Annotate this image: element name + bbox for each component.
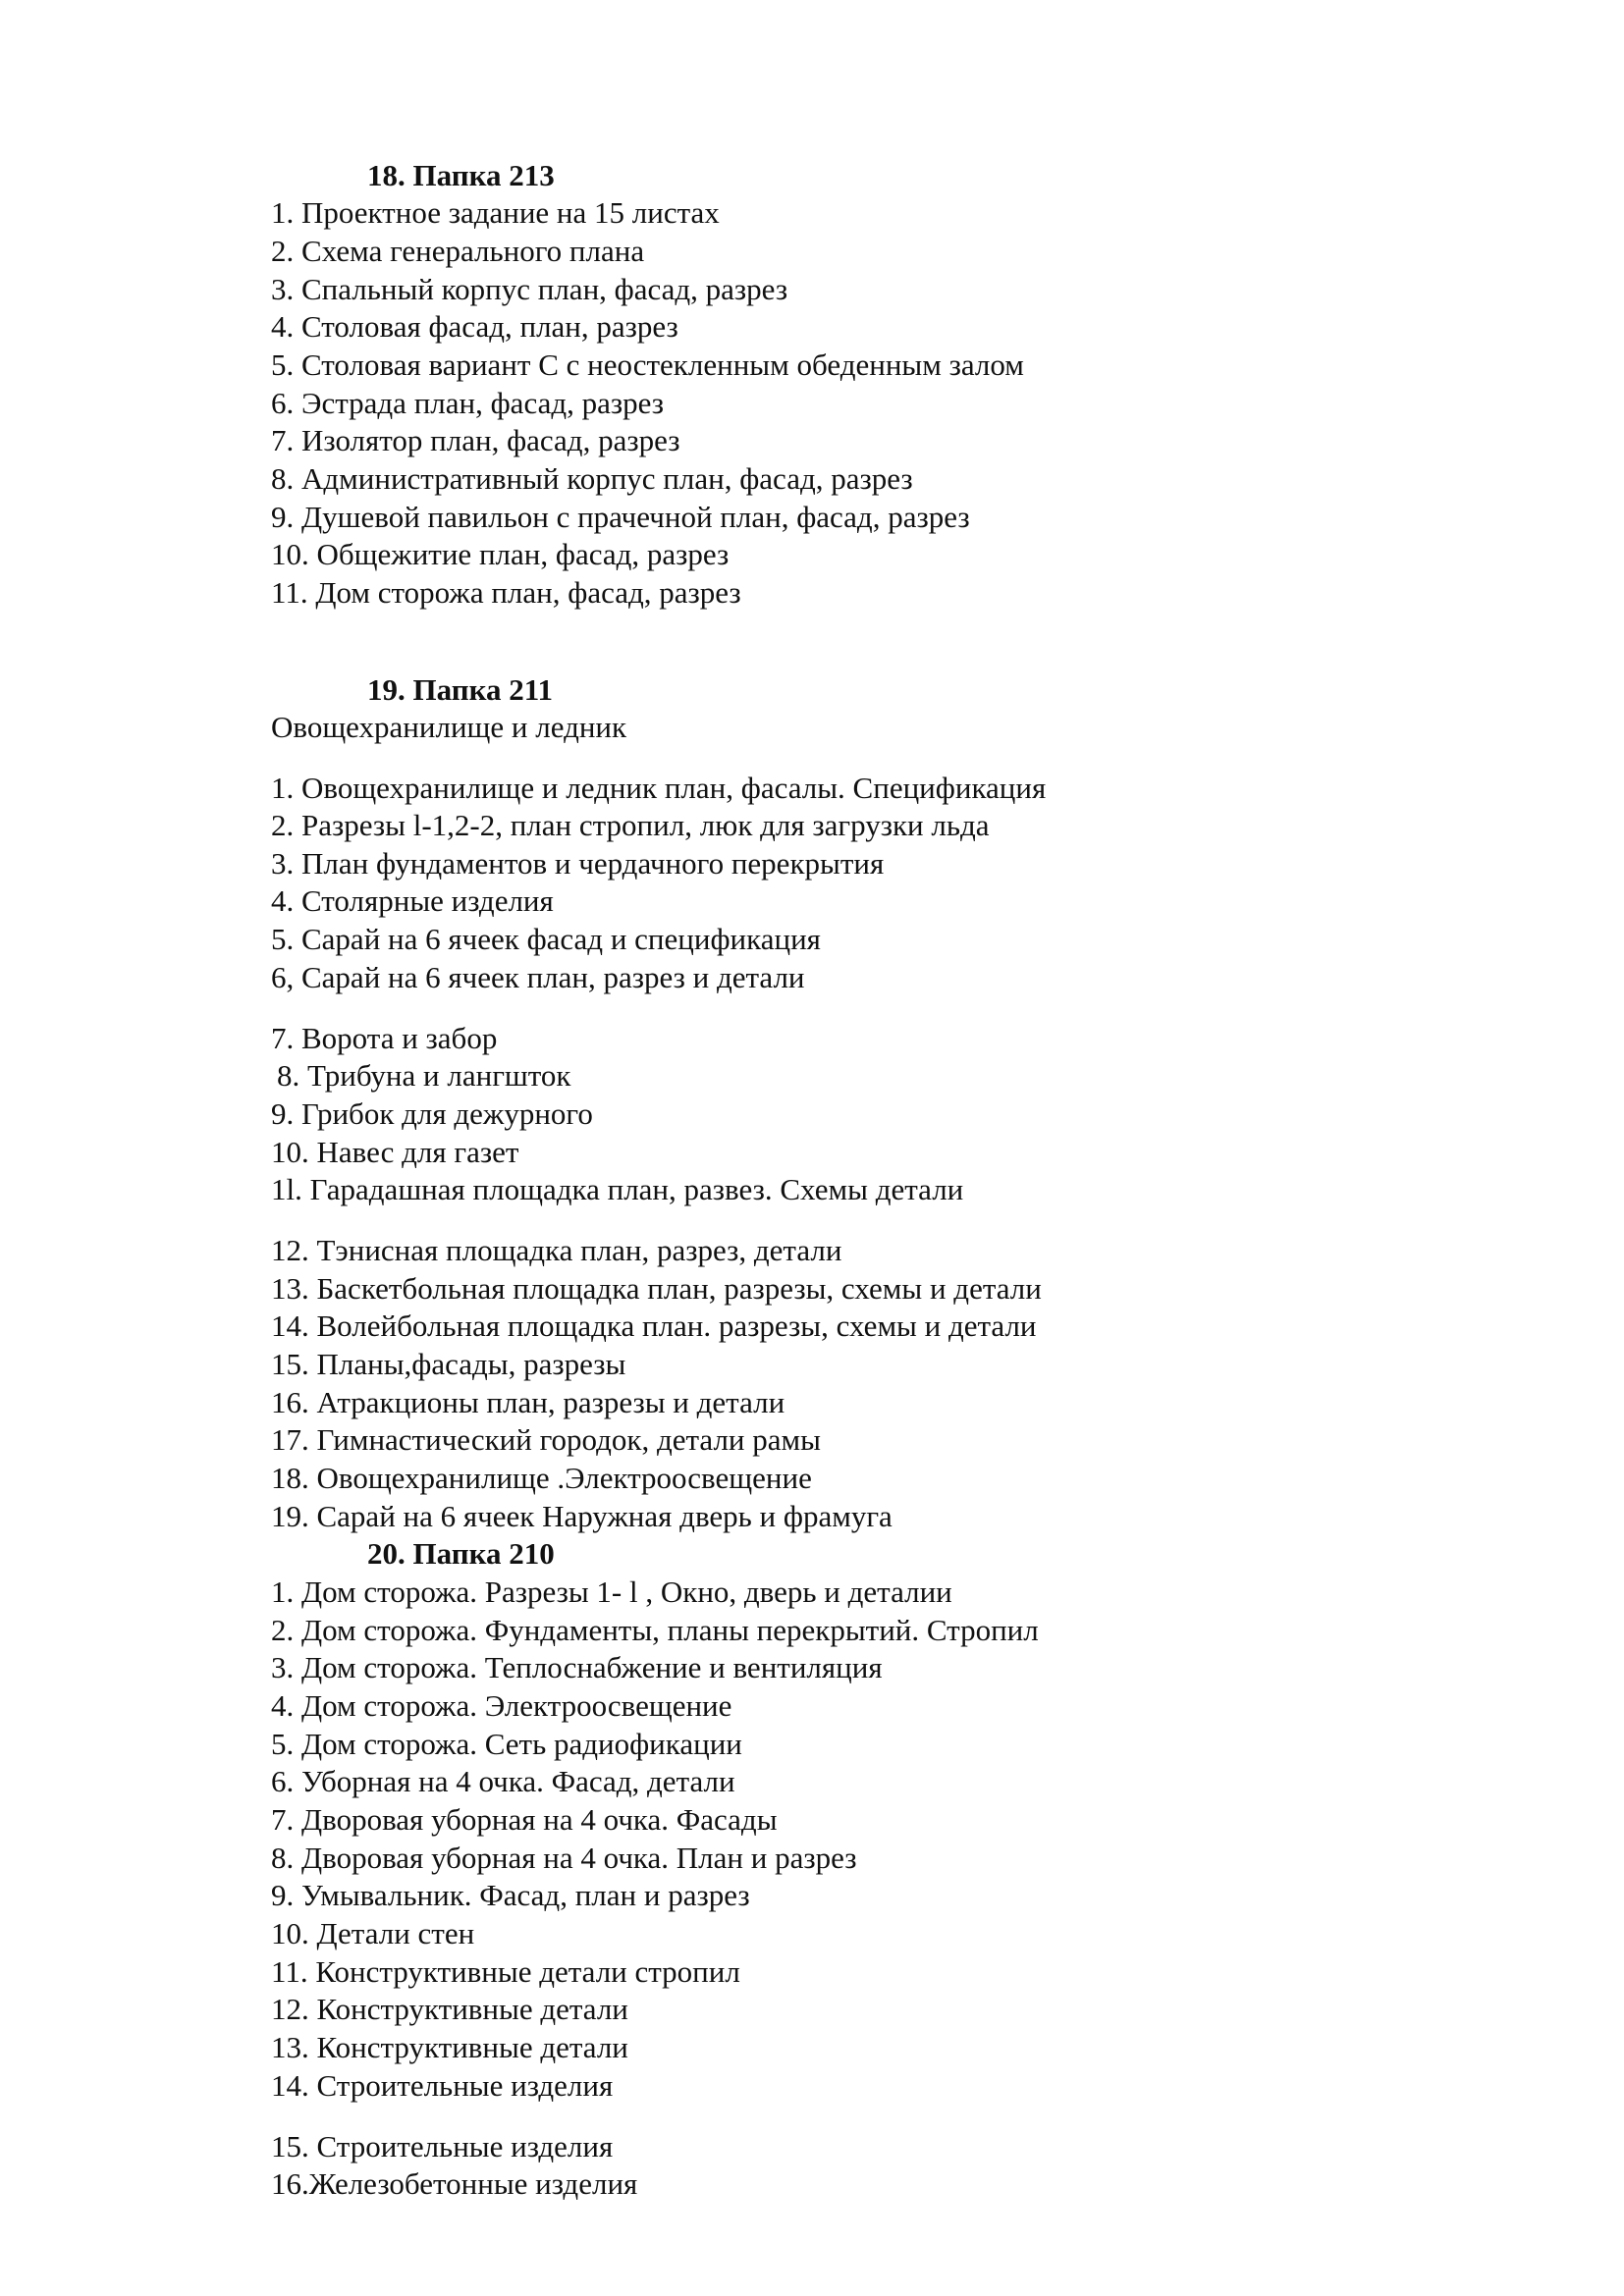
list-item: 18. Овощехранилище .Электроосвещение xyxy=(271,1461,812,1495)
list-item: 14. Строительные изделия xyxy=(271,2068,614,2103)
list-item: 4. Столярные изделия xyxy=(271,883,554,918)
list-item: 10. Детали стен xyxy=(271,1916,475,1950)
section-heading: 19. Папка 211 xyxy=(367,672,553,707)
list-item: 1. Овощехранилище и ледник план, фасалы. Спецификация xyxy=(271,771,1047,805)
list-item: 16.Железобетонные изделия xyxy=(271,2166,638,2201)
list-item: 5. Дом сторожа. Сеть радиофикации xyxy=(271,1727,742,1761)
list-item: 6, Сарай на 6 ячеек план, разрез и детали xyxy=(271,960,805,994)
list-item: 17. Гимнастический городок, детали рамы xyxy=(271,1422,821,1457)
section-heading: 20. Папка 210 xyxy=(367,1536,555,1571)
list-item: 2. Разрезы l-1,2-2, план стропил, люк для загрузки льда xyxy=(271,808,990,842)
list-item: 9. Грибок для дежурного xyxy=(271,1096,593,1131)
list-item: 7. Ворота и забор xyxy=(271,1021,498,1055)
list-item: 8. Дворовая уборная на 4 очка. План и разрез xyxy=(271,1841,857,1875)
section-subtitle: Овощехранилище и ледник xyxy=(271,710,627,744)
list-item: 11. Дом сторожа план, фасад, разрез xyxy=(271,575,741,610)
list-item: 2. Дом сторожа. Фундаменты, планы перекрытий. Стропил xyxy=(271,1613,1039,1647)
list-item: 6. Уборная на 4 очка. Фасад, детали xyxy=(271,1764,735,1798)
list-item: 1. Проектное задание на 15 листах xyxy=(271,195,720,230)
list-item: 9. Умывальник. Фасад, план и разрез xyxy=(271,1878,750,1912)
list-item: 7. Дворовая уборная на 4 очка. Фасады xyxy=(271,1802,778,1837)
section-heading: 18. Папка 213 xyxy=(367,158,555,192)
list-item: 19. Сарай на 6 ячеек Наружная дверь и фрамуга xyxy=(271,1499,893,1533)
list-item: 16. Атракционы план, разрезы и детали xyxy=(271,1385,785,1419)
list-item: 3. План фундаментов и чердачного перекрытия xyxy=(271,846,885,881)
list-item: 5. Столовая вариант С с неостекленным обеденным залом xyxy=(271,347,1024,382)
list-item: 4. Столовая фасад, план, разрез xyxy=(271,309,678,344)
list-item: 8. Трибуна и лангшток xyxy=(277,1058,571,1093)
list-item: 13. Конструктивные детали xyxy=(271,2030,628,2064)
list-item: 15. Планы,фасады, разрезы xyxy=(271,1347,626,1381)
list-item: 14. Волейбольная площадка план. разрезы, схемы и детали xyxy=(271,1308,1037,1343)
list-item: 15. Строительные изделия xyxy=(271,2129,614,2163)
list-item: 11. Конструктивные детали стропил xyxy=(271,1954,740,1989)
list-item: 2. Схема генерального плана xyxy=(271,234,645,268)
list-item: 13. Баскетбольная площадка план, разрезы, схемы и детали xyxy=(271,1271,1042,1306)
list-item: 12. Тэнисная площадка план, разрез, детали xyxy=(271,1233,842,1267)
list-item: 1. Дом сторожа. Разрезы 1- l , Окно, дверь и деталии xyxy=(271,1575,952,1609)
list-item: 10. Общежитие план, фасад, разрез xyxy=(271,537,730,571)
list-item: 3. Дом сторожа. Теплоснабжение и вентиляция xyxy=(271,1650,883,1684)
list-item: 3. Спальный корпус план, фасад, разрез xyxy=(271,272,788,306)
list-item: 9. Душевой павильон с прачечной план, фасад, разрез xyxy=(271,500,970,534)
list-item: 10. Навес для газет xyxy=(271,1135,519,1169)
list-item: 6. Эстрада план, фасад, разрез xyxy=(271,386,665,420)
list-item: 12. Конструктивные детали xyxy=(271,1992,628,2026)
list-item: 7. Изолятор план, фасад, разрез xyxy=(271,423,680,457)
list-item: 1l. Гарадашная площадка план, развез. Схемы детали xyxy=(271,1172,964,1206)
list-item: 8. Административный корпус план, фасад, разрез xyxy=(271,461,913,496)
list-item: 5. Сарай на 6 ячеек фасад и спецификация xyxy=(271,922,821,956)
list-item: 4. Дом сторожа. Электроосвещение xyxy=(271,1688,732,1723)
